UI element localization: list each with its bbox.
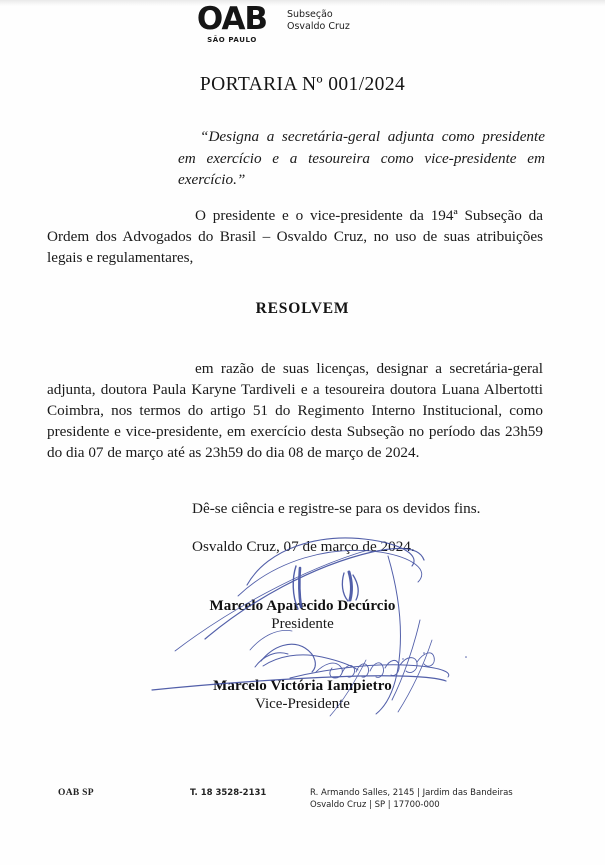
ink-speck	[402, 658, 403, 659]
subsection-line-1: Subseção	[287, 9, 333, 20]
signature-stroke	[263, 655, 358, 670]
signature-stroke	[349, 572, 351, 600]
signature-block-vice-president	[0, 678, 605, 713]
letterhead	[186, 1, 350, 44]
intro-paragraph: O presidente e o vice-presidente da 194ª Subseção da Ordem dos Advogados do Brasil – Osvaldo Cruz, no uso de suas atribuições legais e regulamentares,	[47, 207, 543, 266]
ink-speck	[423, 652, 425, 654]
signature-stroke	[400, 658, 417, 673]
signature-stroke	[261, 644, 315, 672]
main-paragraph: em razão de suas licenças, designar a secretária-geral adjunta, doutora Paula Karyne Tardiveli e a tesoureira doutora Luana Albertotti Coimbra, nos termos do artigo 51 do Regimento Interno Institucional, como presidente e vice-presidente, em exercício desta Subseção no período das 23h59 do dia 07 de março até as 23h59 do dia 08 de março de 2024.	[47, 360, 543, 461]
footer-org: OAB SP	[58, 788, 94, 798]
oab-logo	[186, 1, 278, 44]
signature-block-president	[0, 598, 605, 633]
ink-speck	[465, 656, 467, 658]
signature-stroke	[385, 660, 399, 675]
page-title: PORTARIA Nº 001/2024	[199, 74, 406, 95]
place-date-line: Osvaldo Cruz, 07 de março de 2024.	[192, 538, 415, 555]
signature-stroke	[417, 653, 434, 666]
subsection-label	[287, 4, 350, 33]
signature-name: Marcelo Aparecido Decúrcio	[209, 598, 396, 614]
resolve-heading: RESOLVEM	[255, 300, 350, 317]
footer-phone: T. 18 3528-2131	[190, 788, 267, 798]
signature-stroke	[353, 575, 358, 600]
signature-stroke	[356, 664, 369, 677]
signature-stroke	[342, 573, 348, 601]
subsection-line-2: Osvaldo Cruz	[287, 21, 350, 32]
signature-role: Vice-Presidente	[255, 696, 350, 712]
signature-role: Presidente	[271, 616, 334, 632]
footer-address-line-2: Osvaldo Cruz | SP | 17700-000	[310, 800, 440, 810]
signature-stroke	[238, 550, 422, 596]
notice-line: Dê-se ciência e registre-se para os devidos fins.	[192, 500, 481, 517]
signature-stroke	[342, 666, 355, 678]
signature-stroke	[250, 630, 292, 650]
signature-stroke	[316, 663, 342, 678]
document-subject-quote: “Designa a secretária-geral adjunta como presidente em exercício e a tesoureira como vice-presidente em exercício.”	[178, 128, 545, 188]
signature-stroke	[370, 663, 383, 678]
oab-logo-state: SÃO PAULO	[207, 36, 257, 44]
footer-address-line-1: R. Armando Salles, 2145 | Jardim das Bandeiras	[310, 788, 513, 798]
footer-address	[310, 787, 513, 811]
signature-stroke	[255, 653, 288, 667]
oab-logo-text: OAB	[196, 1, 268, 37]
signature-name: Marcelo Victória Iampietro	[213, 678, 392, 694]
signature-stroke	[290, 665, 449, 678]
